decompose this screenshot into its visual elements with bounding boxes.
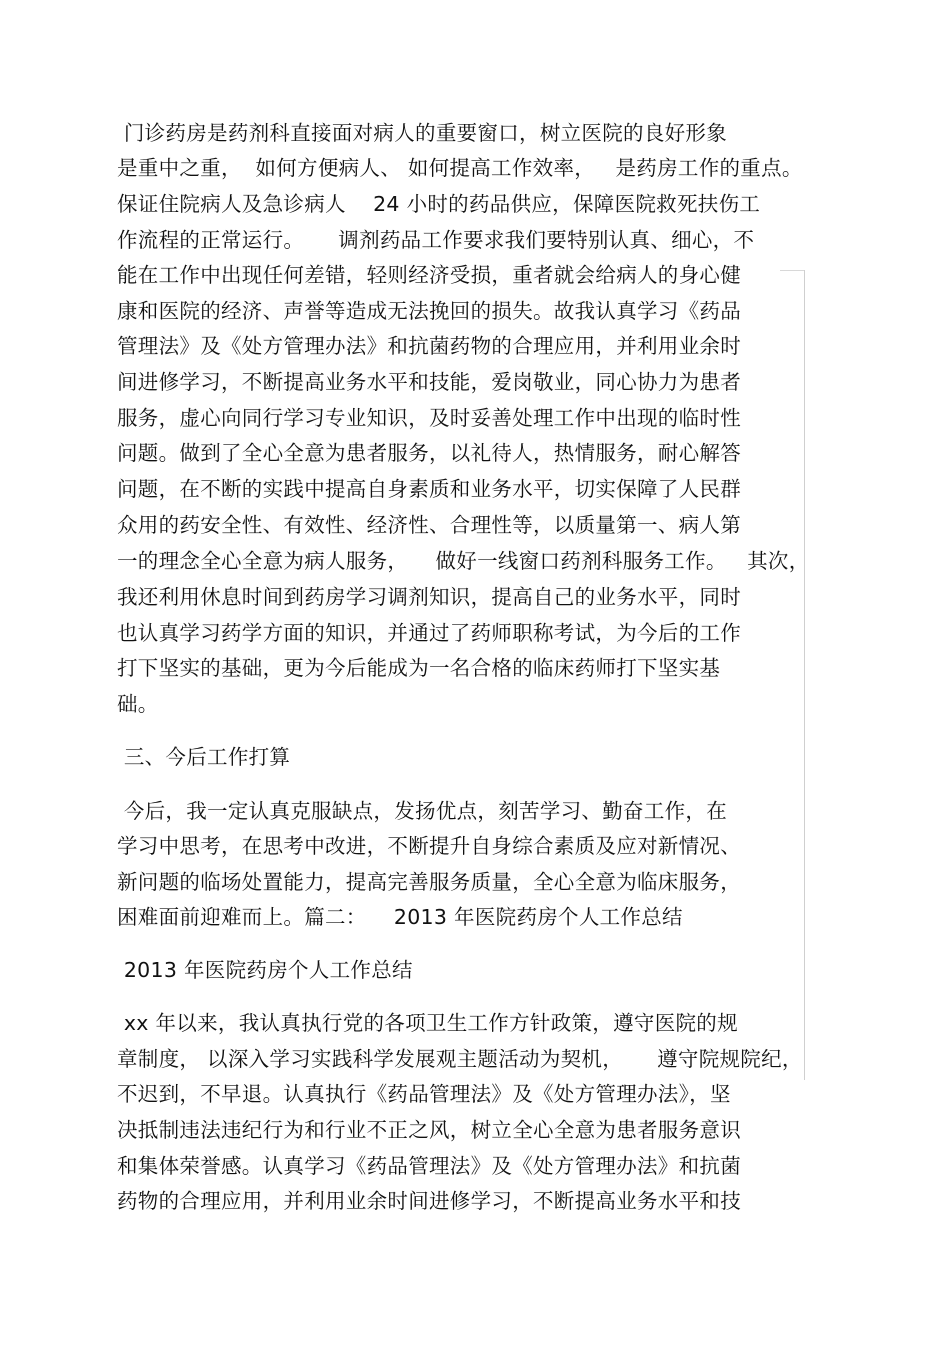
section-heading: 三、今后工作打算 bbox=[117, 745, 291, 769]
text-line-27: 药物的合理应用，并利用业余时间进修学习，不断提高业务水平和技 bbox=[117, 1189, 741, 1213]
text-line-13: 一的理念全心全意为病人服务， 做好一线窗口药剂科服务工作。 其次， bbox=[117, 549, 810, 573]
text-line-23: 章制度， 以深入学习实践科学发展观主题活动为契机， 遵守院规院纪， bbox=[117, 1047, 803, 1071]
text-line-16: 打下坚实的基础，更为今后能成为一名合格的临床药师打下坚实基 bbox=[117, 656, 721, 680]
text-line-8: 间进修学习，不断提高业务水平和技能，爱岗敬业，同心协力为患者 bbox=[117, 370, 741, 394]
page-frame-top-edge bbox=[780, 270, 804, 271]
text-line-15: 也认真学习药学方面的知识，并通过了药师职称考试，为今后的工作 bbox=[117, 621, 741, 645]
text-line-26: 和集体荣誉感。认真学习《药品管理法》及《处方管理办法》和抗菌 bbox=[117, 1154, 741, 1178]
text-line-6: 康和医院的经济、声誉等造成无法挽回的损失。故我认真学习《药品 bbox=[117, 299, 741, 323]
text-line-7: 管理法》及《处方管理办法》和抗菌药物的合理应用，并利用业余时 bbox=[117, 334, 741, 358]
report-title: 2013 年医院药房个人工作总结 bbox=[117, 958, 413, 982]
text-line-20: 新问题的临场处置能力，提高完善服务质量，全心全意为临床服务， bbox=[117, 870, 741, 894]
text-line-24: 不迟到，不早退。认真执行《药品管理法》及《处方管理办法》，坚 bbox=[117, 1082, 731, 1106]
text-line-3: 保证住院病人及急诊病人 24 小时的药品供应，保障医院救死扶伤工 bbox=[117, 192, 761, 216]
text-line-14: 我还利用休息时间到药房学习调剂知识，提高自己的业务水平，同时 bbox=[117, 585, 741, 609]
text-line-4: 作流程的正常运行。 调剂药品工作要求我们要特别认真、细心，不 bbox=[117, 228, 755, 252]
text-line-11: 问题，在不断的实践中提高自身素质和业务水平，切实保障了人民群 bbox=[117, 477, 741, 501]
text-line-22: xx 年以来，我认真执行党的各项卫生工作方针政策，遵守医院的规 bbox=[117, 1011, 738, 1035]
text-line-1: 门诊药房是药剂科直接面对病人的重要窗口，树立医院的良好形象 bbox=[117, 121, 728, 145]
text-line-18: 今后，我一定认真克服缺点，发扬优点，刻苦学习、勤奋工作，在 bbox=[117, 799, 728, 823]
text-line-25: 决抵制违法违纪行为和行业不正之风，树立全心全意为患者服务意识 bbox=[117, 1118, 741, 1142]
text-line-21: 困难面前迎难而上。篇二： 2013 年医院药房个人工作总结 bbox=[117, 905, 683, 929]
text-line-9: 服务，虚心向同行学习专业知识，及时妥善处理工作中出现的临时性 bbox=[117, 406, 741, 430]
text-line-10: 问题。做到了全心全意为患者服务，以礼待人，热情服务，耐心解答 bbox=[117, 441, 741, 465]
text-line-17: 础。 bbox=[117, 692, 159, 716]
page-frame-right-edge bbox=[804, 270, 805, 1080]
text-line-12: 众用的药安全性、有效性、经济性、合理性等，以质量第一、病人第 bbox=[117, 513, 741, 537]
text-line-19: 学习中思考，在思考中改进，不断提升自身综合素质及应对新情况、 bbox=[117, 834, 741, 858]
text-line-2: 是重中之重， 如何方便病人、 如何提高工作效率， 是药房工作的重点。 bbox=[117, 156, 803, 180]
text-line-5: 能在工作中出现任何差错，轻则经济受损，重者就会给病人的身心健 bbox=[117, 263, 741, 287]
